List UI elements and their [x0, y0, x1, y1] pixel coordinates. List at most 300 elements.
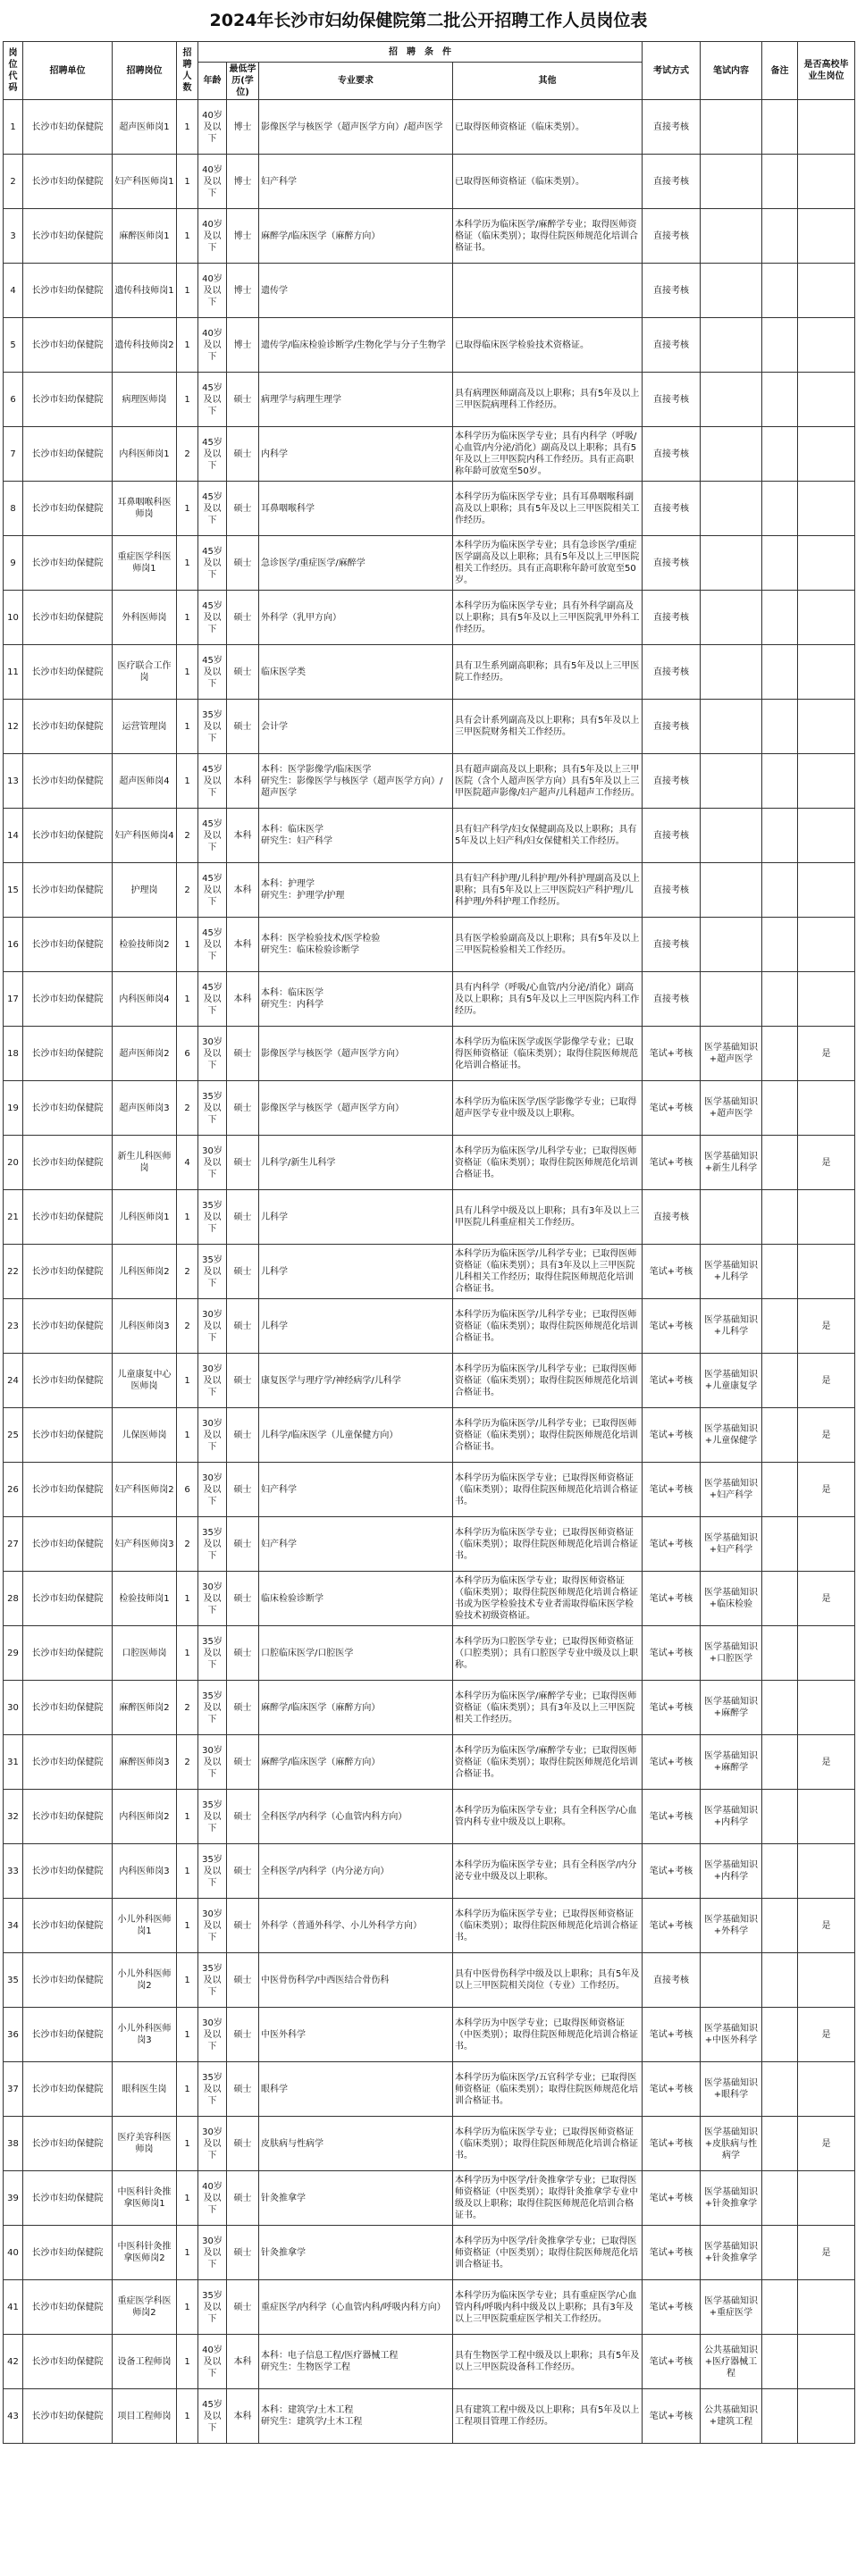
cell-post: 儿科医师岗3: [113, 1299, 177, 1354]
cell-major: 中医外科学: [259, 2008, 453, 2062]
cell-exam: 笔试+考核: [643, 1136, 701, 1190]
cell-other: 具有病理医师副高及以上职称；具有5年及以上三甲医院病理科工作经历。: [453, 373, 643, 427]
cell-fresh: [798, 2062, 855, 2117]
cell-fresh: 是: [798, 1027, 855, 1081]
cell-major: 儿科学: [259, 1190, 453, 1245]
cell-post: 遗传科技师岗1: [113, 264, 177, 318]
cell-remark: [762, 2280, 798, 2335]
cell-exam: 直接考核: [643, 754, 701, 809]
cell-unit: 长沙市妇幼保健院: [23, 918, 113, 972]
table-row: [4, 1408, 855, 1463]
cell-edu: 本科: [227, 2389, 259, 2444]
cell-exam: 直接考核: [643, 318, 701, 373]
cell-major: 口腔临床医学/口腔医学: [259, 1626, 453, 1681]
cell-major: 本科：护理学 研究生：护理学/护理: [259, 863, 453, 918]
cell-exam: 笔试+考核: [643, 1245, 701, 1299]
cell-other: 本科学历为临床医学/医学影像学专业；已取得超声医学专业中级及以上职称。: [453, 1081, 643, 1136]
cell-age: 35岁及以下: [198, 2280, 227, 2335]
cell-major: 本科：临床医学 研究生：内科学: [259, 972, 453, 1027]
cell-post: 外科医师岗: [113, 591, 177, 645]
position-table: [3, 41, 855, 2444]
table-row: [4, 1681, 855, 1735]
cell-num: 1: [177, 1190, 198, 1245]
cell-remark: [762, 1790, 798, 1844]
cell-unit: 长沙市妇幼保健院: [23, 373, 113, 427]
cell-other: 本科学历为临床医学专业；具有内科学（呼吸/心血管/内分泌/消化）副高及以上职称；具有5年及以上三甲医院内科工作经历。具有正高职称年龄可放宽至50岁。: [453, 427, 643, 482]
header-exam: 考试方式: [643, 42, 701, 100]
cell-edu: 硕士: [227, 2008, 259, 2062]
cell-post: 耳鼻咽喉科医师岗: [113, 482, 177, 536]
cell-code: 32: [4, 1790, 23, 1844]
cell-post: 妇产科医师岗3: [113, 1517, 177, 1572]
cell-unit: 长沙市妇幼保健院: [23, 2280, 113, 2335]
cell-code: 22: [4, 1245, 23, 1299]
cell-edu: 硕士: [227, 2280, 259, 2335]
cell-fresh: [798, 591, 855, 645]
cell-exam: 直接考核: [643, 1953, 701, 2008]
cell-written: [701, 700, 762, 754]
table-row: [4, 2335, 855, 2389]
cell-exam: 直接考核: [643, 373, 701, 427]
cell-unit: 长沙市妇幼保健院: [23, 155, 113, 209]
cell-written: [701, 318, 762, 373]
cell-code: 31: [4, 1735, 23, 1790]
cell-major: 眼科学: [259, 2062, 453, 2117]
cell-age: 40岁及以下: [198, 264, 227, 318]
cell-post: 护理岗: [113, 863, 177, 918]
table-row: [4, 1299, 855, 1354]
header-other: 其他: [453, 63, 643, 100]
cell-other: 具有儿科学中级及以上职称；具有3年及以上三甲医院儿科重症相关工作经历。: [453, 1190, 643, 1245]
cell-remark: [762, 1899, 798, 1953]
table-row: [4, 2226, 855, 2280]
cell-code: 4: [4, 264, 23, 318]
cell-age: 45岁及以下: [198, 427, 227, 482]
cell-post: 儿童康复中心医师岗: [113, 1354, 177, 1408]
cell-post: 儿保医师岗: [113, 1408, 177, 1463]
cell-major: 中医骨伤科学/中西医结合骨伤科: [259, 1953, 453, 2008]
cell-code: 28: [4, 1572, 23, 1626]
cell-age: 30岁及以下: [198, 1735, 227, 1790]
cell-exam: 笔试+考核: [643, 2062, 701, 2117]
cell-written: 医学基础知识+皮肤病与性病学: [701, 2117, 762, 2171]
cell-age: 30岁及以下: [198, 2226, 227, 2280]
cell-age: 45岁及以下: [198, 972, 227, 1027]
cell-post: 重症医学科医师岗2: [113, 2280, 177, 2335]
cell-major: 病理学与病理生理学: [259, 373, 453, 427]
cell-code: 42: [4, 2335, 23, 2389]
cell-unit: 长沙市妇幼保健院: [23, 1844, 113, 1899]
table-row: [4, 1844, 855, 1899]
cell-exam: 直接考核: [643, 809, 701, 863]
cell-edu: 硕士: [227, 1626, 259, 1681]
cell-major: 外科学（普通外科学、小儿外科学方向）: [259, 1899, 453, 1953]
cell-major: 本科：建筑学/土木工程 研究生：建筑学/土木工程: [259, 2389, 453, 2444]
cell-num: 1: [177, 2389, 198, 2444]
table-row: [4, 972, 855, 1027]
cell-num: 1: [177, 2062, 198, 2117]
table-row: [4, 536, 855, 591]
cell-edu: 本科: [227, 754, 259, 809]
cell-remark: [762, 918, 798, 972]
cell-exam: 直接考核: [643, 1190, 701, 1245]
cell-other: 具有生物医学工程中级及以上职称；具有5年及以上三甲医院设备科工作经历。: [453, 2335, 643, 2389]
cell-code: 29: [4, 1626, 23, 1681]
cell-written: [701, 536, 762, 591]
table-row: [4, 2389, 855, 2444]
cell-post: 内科医师岗4: [113, 972, 177, 1027]
cell-age: 40岁及以下: [198, 209, 227, 264]
cell-fresh: [798, 1081, 855, 1136]
cell-fresh: 是: [798, 1136, 855, 1190]
table-row: [4, 1572, 855, 1626]
cell-post: 项目工程师岗: [113, 2389, 177, 2444]
header-fresh: 是否高校毕业生岗位: [798, 42, 855, 100]
table-row: [4, 264, 855, 318]
cell-age: 45岁及以下: [198, 2389, 227, 2444]
cell-other: 本科学历为临床医学专业；已取得医师资格证（临床类别）；取得住院医师规范化培训合格证书。: [453, 1899, 643, 1953]
cell-post: 运营管理岗: [113, 700, 177, 754]
cell-unit: 长沙市妇幼保健院: [23, 2171, 113, 2226]
cell-post: 内科医师岗3: [113, 1844, 177, 1899]
table-row: [4, 700, 855, 754]
cell-edu: 硕士: [227, 1463, 259, 1517]
cell-other: 本科学历为临床医学专业；取得医师资格证（临床类别）；取得住院医师规范化培训合格证书或为医学检验技术专业者需取得临床医学检验技术初级资格证。: [453, 1572, 643, 1626]
cell-age: 35岁及以下: [198, 1681, 227, 1735]
cell-fresh: 是: [798, 2008, 855, 2062]
cell-major: 皮肤病与性病学: [259, 2117, 453, 2171]
cell-post: 妇产科医师岗2: [113, 1463, 177, 1517]
cell-edu: 硕士: [227, 482, 259, 536]
cell-code: 1: [4, 100, 23, 155]
cell-written: 医学基础知识+内科学: [701, 1790, 762, 1844]
cell-exam: 直接考核: [643, 863, 701, 918]
cell-num: 1: [177, 209, 198, 264]
cell-remark: [762, 700, 798, 754]
cell-edu: 硕士: [227, 1027, 259, 1081]
cell-edu: 硕士: [227, 645, 259, 700]
cell-age: 45岁及以下: [198, 482, 227, 536]
cell-remark: [762, 863, 798, 918]
cell-age: 45岁及以下: [198, 591, 227, 645]
cell-num: 1: [177, 700, 198, 754]
cell-age: 45岁及以下: [198, 809, 227, 863]
cell-written: 医学基础知识+口腔医学: [701, 1626, 762, 1681]
cell-major: 针灸推拿学: [259, 2171, 453, 2226]
cell-other: 本科学历为临床医学/儿科学专业；已取得医师资格证（临床类别）；取得住院医师规范化培训合格证书。: [453, 1136, 643, 1190]
cell-edu: 本科: [227, 2335, 259, 2389]
cell-written: 医学基础知识+儿科学: [701, 1245, 762, 1299]
cell-num: 1: [177, 1354, 198, 1408]
cell-written: [701, 645, 762, 700]
cell-remark: [762, 1572, 798, 1626]
cell-post: 遗传科技师岗2: [113, 318, 177, 373]
cell-written: [701, 482, 762, 536]
cell-post: 超声医师岗3: [113, 1081, 177, 1136]
cell-unit: 长沙市妇幼保健院: [23, 1136, 113, 1190]
cell-written: 医学基础知识+麻醉学: [701, 1681, 762, 1735]
cell-remark: [762, 1354, 798, 1408]
cell-fresh: [798, 100, 855, 155]
cell-num: 1: [177, 100, 198, 155]
cell-fresh: [798, 264, 855, 318]
cell-remark: [762, 2226, 798, 2280]
cell-other: 具有妇产科学/妇女保健副高及以上职称；具有5年及以上妇产科/妇女保健相关工作经历。: [453, 809, 643, 863]
table-row: [4, 2280, 855, 2335]
page-title: 2024年长沙市妇幼保健院第二批公开招聘工作人员岗位表: [209, 11, 648, 30]
cell-edu: 硕士: [227, 2062, 259, 2117]
cell-fresh: 是: [798, 2117, 855, 2171]
cell-major: 妇产科学: [259, 1463, 453, 1517]
cell-fresh: [798, 427, 855, 482]
cell-code: 24: [4, 1354, 23, 1408]
cell-fresh: [798, 1953, 855, 2008]
cell-fresh: 是: [798, 1408, 855, 1463]
cell-edu: 博士: [227, 318, 259, 373]
cell-post: 眼科医生岗: [113, 2062, 177, 2117]
cell-major: 儿科学/新生儿科学: [259, 1136, 453, 1190]
cell-post: 超声医师岗2: [113, 1027, 177, 1081]
header-post: 招聘岗位: [113, 42, 177, 100]
cell-fresh: 是: [798, 1572, 855, 1626]
cell-code: 25: [4, 1408, 23, 1463]
table-row: [4, 209, 855, 264]
cell-written: 医学基础知识+超声医学: [701, 1081, 762, 1136]
cell-written: [701, 427, 762, 482]
cell-fresh: 是: [798, 1354, 855, 1408]
cell-other: [453, 264, 643, 318]
cell-age: 35岁及以下: [198, 1190, 227, 1245]
cell-unit: 长沙市妇幼保健院: [23, 1245, 113, 1299]
cell-num: 2: [177, 1735, 198, 1790]
cell-edu: 本科: [227, 972, 259, 1027]
cell-unit: 长沙市妇幼保健院: [23, 2226, 113, 2280]
cell-exam: 直接考核: [643, 918, 701, 972]
cell-unit: 长沙市妇幼保健院: [23, 1354, 113, 1408]
cell-code: 27: [4, 1517, 23, 1572]
header-code: 岗位代码: [4, 42, 23, 100]
cell-remark: [762, 373, 798, 427]
cell-edu: 硕士: [227, 1844, 259, 1899]
cell-exam: 笔试+考核: [643, 1844, 701, 1899]
cell-exam: 笔试+考核: [643, 2117, 701, 2171]
cell-edu: 硕士: [227, 1354, 259, 1408]
cell-age: 40岁及以下: [198, 2171, 227, 2226]
cell-major: 临床医学类: [259, 645, 453, 700]
cell-num: 1: [177, 2280, 198, 2335]
cell-written: [701, 373, 762, 427]
cell-num: 1: [177, 155, 198, 209]
cell-exam: 直接考核: [643, 100, 701, 155]
cell-other: 具有妇产科护理/儿科护理/外科护理副高及以上职称；具有5年及以上三甲医院妇产科护理/儿科护理/外科护理工作经历。: [453, 863, 643, 918]
cell-unit: 长沙市妇幼保健院: [23, 1735, 113, 1790]
cell-post: 中医科针灸推拿医师岗2: [113, 2226, 177, 2280]
cell-post: 医疗美容科医师岗: [113, 2117, 177, 2171]
cell-remark: [762, 1681, 798, 1735]
table-body: [4, 100, 855, 2444]
cell-exam: 直接考核: [643, 264, 701, 318]
cell-num: 2: [177, 863, 198, 918]
cell-post: 小儿外科医师岗2: [113, 1953, 177, 2008]
cell-age: 30岁及以下: [198, 2008, 227, 2062]
cell-unit: 长沙市妇幼保健院: [23, 100, 113, 155]
table-row: [4, 863, 855, 918]
cell-other: 已取得临床医学检验技术资格证。: [453, 318, 643, 373]
cell-exam: 直接考核: [643, 427, 701, 482]
cell-fresh: [798, 2389, 855, 2444]
cell-fresh: [798, 373, 855, 427]
cell-major: 本科：医学影像学/临床医学 研究生：影像医学与核医学（超声医学方向）/超声医学: [259, 754, 453, 809]
cell-written: 医学基础知识+妇产科学: [701, 1517, 762, 1572]
cell-other: 本科学历为临床医学/儿科学专业；已取得医师资格证（临床类别）；取得住院医师规范化培训合格证书。: [453, 1354, 643, 1408]
cell-exam: 笔试+考核: [643, 1899, 701, 1953]
cell-post: 医疗联合工作岗: [113, 645, 177, 700]
cell-unit: 长沙市妇幼保健院: [23, 2008, 113, 2062]
cell-code: 7: [4, 427, 23, 482]
cell-other: 本科学历为临床医学/儿科学专业；已取得医师资格证（临床类别）；取得住院医师规范化培训合格证书。: [453, 1299, 643, 1354]
cell-major: 儿科学: [259, 1299, 453, 1354]
cell-unit: 长沙市妇幼保健院: [23, 209, 113, 264]
cell-major: 临床检验诊断学: [259, 1572, 453, 1626]
cell-other: 具有建筑工程中级及以上职称；具有5年及以上工程项目管理工作经历。: [453, 2389, 643, 2444]
cell-exam: 直接考核: [643, 700, 701, 754]
cell-num: 1: [177, 1899, 198, 1953]
cell-fresh: [798, 482, 855, 536]
table-row: [4, 1463, 855, 1517]
cell-remark: [762, 427, 798, 482]
cell-edu: 硕士: [227, 1790, 259, 1844]
cell-remark: [762, 1844, 798, 1899]
cell-remark: [762, 100, 798, 155]
cell-code: 37: [4, 2062, 23, 2117]
cell-age: 45岁及以下: [198, 373, 227, 427]
cell-major: 内科学: [259, 427, 453, 482]
header-num: 招聘人数: [177, 42, 198, 100]
table-row: [4, 2062, 855, 2117]
table-row: [4, 591, 855, 645]
table-row: [4, 645, 855, 700]
cell-fresh: [798, 809, 855, 863]
cell-other: 具有中医骨伤科学中级及以上职称；具有5年及以上三甲医院相关岗位（专业）工作经历。: [453, 1953, 643, 2008]
cell-age: 30岁及以下: [198, 1136, 227, 1190]
cell-remark: [762, 1027, 798, 1081]
cell-fresh: [798, 2335, 855, 2389]
header-unit: 招聘单位: [23, 42, 113, 100]
cell-major: 影像医学与核医学（超声医学方向）/超声医学: [259, 100, 453, 155]
cell-age: 45岁及以下: [198, 645, 227, 700]
cell-major: 耳鼻咽喉科学: [259, 482, 453, 536]
cell-written: 医学基础知识+临床检验: [701, 1572, 762, 1626]
cell-post: 儿科医师岗1: [113, 1190, 177, 1245]
cell-edu: 硕士: [227, 1136, 259, 1190]
cell-written: 医学基础知识+眼科学: [701, 2062, 762, 2117]
cell-written: [701, 1953, 762, 2008]
cell-edu: 硕士: [227, 2226, 259, 2280]
cell-other: 本科学历为临床医学/麻醉学专业；已取得医师资格证（临床类别）；具有3年及以上三甲医院相关工作经历。: [453, 1681, 643, 1735]
cell-num: 1: [177, 373, 198, 427]
cell-code: 9: [4, 536, 23, 591]
cell-other: 本科学历为口腔医学专业；已取得医师资格证（口腔类别）；具有口腔医学专业中级及以上职称。: [453, 1626, 643, 1681]
cell-num: 1: [177, 318, 198, 373]
cell-age: 40岁及以下: [198, 318, 227, 373]
cell-code: 5: [4, 318, 23, 373]
cell-num: 2: [177, 809, 198, 863]
cell-age: 35岁及以下: [198, 1081, 227, 1136]
cell-edu: 硕士: [227, 2171, 259, 2226]
table-row: [4, 2117, 855, 2171]
cell-major: 麻醉学/临床医学（麻醉方向）: [259, 1681, 453, 1735]
cell-fresh: [798, 2171, 855, 2226]
cell-unit: 长沙市妇幼保健院: [23, 1953, 113, 2008]
cell-code: 6: [4, 373, 23, 427]
cell-code: 40: [4, 2226, 23, 2280]
cell-code: 16: [4, 918, 23, 972]
cell-post: 口腔医师岗: [113, 1626, 177, 1681]
cell-unit: 长沙市妇幼保健院: [23, 1081, 113, 1136]
cell-written: [701, 209, 762, 264]
cell-age: 40岁及以下: [198, 100, 227, 155]
cell-age: 35岁及以下: [198, 1245, 227, 1299]
cell-edu: 硕士: [227, 1899, 259, 1953]
cell-unit: 长沙市妇幼保健院: [23, 1572, 113, 1626]
cell-fresh: [798, 2280, 855, 2335]
table-row: [4, 373, 855, 427]
table-row: [4, 1626, 855, 1681]
cell-written: [701, 155, 762, 209]
cell-written: [701, 918, 762, 972]
cell-unit: 长沙市妇幼保健院: [23, 1408, 113, 1463]
cell-edu: 硕士: [227, 2117, 259, 2171]
cell-edu: 硕士: [227, 1681, 259, 1735]
cell-major: 遗传学/临床检验诊断学/生物化学与分子生物学: [259, 318, 453, 373]
cell-major: 影像医学与核医学（超声医学方向）: [259, 1081, 453, 1136]
cell-age: 35岁及以下: [198, 1953, 227, 2008]
cell-remark: [762, 1735, 798, 1790]
cell-age: 40岁及以下: [198, 2335, 227, 2389]
cell-other: 具有会计系列副高及以上职称；具有5年及以上三甲医院财务相关工作经历。: [453, 700, 643, 754]
cell-code: 18: [4, 1027, 23, 1081]
cell-fresh: [798, 1626, 855, 1681]
cell-post: 新生儿科医师岗: [113, 1136, 177, 1190]
cell-num: 4: [177, 1136, 198, 1190]
cell-num: 1: [177, 645, 198, 700]
cell-post: 超声医师岗1: [113, 100, 177, 155]
table-row: [4, 155, 855, 209]
cell-unit: 长沙市妇幼保健院: [23, 2117, 113, 2171]
cell-num: 1: [177, 2117, 198, 2171]
cell-other: 本科学历为临床医学专业；具有耳鼻咽喉科副高及以上职称；具有5年及以上三甲医院相关工作经历。: [453, 482, 643, 536]
cell-code: 26: [4, 1463, 23, 1517]
cell-edu: 博士: [227, 264, 259, 318]
cell-written: [701, 754, 762, 809]
cell-unit: 长沙市妇幼保健院: [23, 1517, 113, 1572]
cell-unit: 长沙市妇幼保健院: [23, 972, 113, 1027]
cell-code: 19: [4, 1081, 23, 1136]
cell-num: 6: [177, 1463, 198, 1517]
cell-code: 23: [4, 1299, 23, 1354]
cell-unit: 长沙市妇幼保健院: [23, 591, 113, 645]
cell-fresh: [798, 754, 855, 809]
cell-post: 设备工程师岗: [113, 2335, 177, 2389]
cell-other: 本科学历为临床医学专业；具有外科学副高及以上职称；具有5年及以上三甲医院乳甲外科工作经历。: [453, 591, 643, 645]
cell-code: 14: [4, 809, 23, 863]
cell-exam: 直接考核: [643, 972, 701, 1027]
cell-unit: 长沙市妇幼保健院: [23, 1790, 113, 1844]
table-row: [4, 1190, 855, 1245]
cell-post: 检验技师岗2: [113, 918, 177, 972]
cell-post: 检验技师岗1: [113, 1572, 177, 1626]
cell-other: 本科学历为临床医学专业；具有重症医学/心血管内科/呼吸内科中级及以上职称；具有3年及以上三甲医院重症医学相关工作经历。: [453, 2280, 643, 2335]
